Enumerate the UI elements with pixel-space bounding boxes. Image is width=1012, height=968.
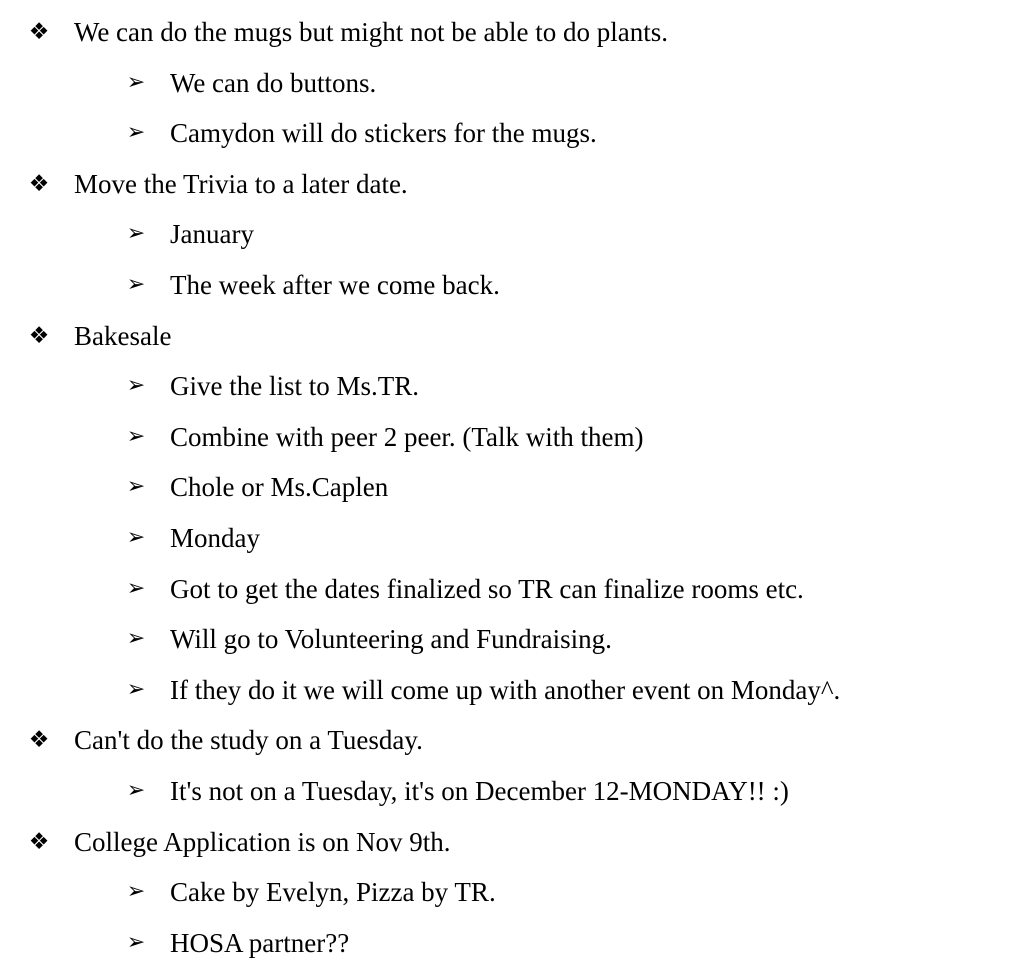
list-item-text: January — [170, 219, 254, 250]
arrowhead-icon: ➢ — [126, 575, 146, 601]
arrowhead-icon: ➢ — [126, 271, 146, 297]
arrowhead-icon: ➢ — [126, 373, 146, 399]
meeting-notes-list — [0, 7, 1012, 968]
list-item — [0, 918, 1012, 968]
list-item-text: College Application is on Nov 9th. — [74, 826, 451, 857]
list-item-text: Chole or Ms.Caplen — [170, 472, 389, 503]
list-item-text: Camydon will do stickers for the mugs. — [170, 118, 597, 149]
list-item — [0, 7, 1012, 58]
list-item-text: We can do the mugs but might not be able to do plants. — [74, 17, 668, 47]
arrowhead-icon: ➢ — [126, 120, 146, 146]
diamond-four-icon: ❖ — [28, 19, 50, 45]
list-item — [0, 209, 1012, 260]
list-item-text: Bakesale — [74, 320, 172, 351]
list-item — [0, 766, 1012, 817]
list-item — [0, 58, 1012, 109]
list-item — [0, 462, 1012, 513]
list-item — [0, 412, 1012, 463]
list-item — [0, 260, 1012, 311]
arrowhead-icon: ➢ — [126, 929, 146, 955]
diamond-four-icon: ❖ — [28, 322, 50, 349]
list-item-text: HOSA partner?? — [170, 927, 350, 958]
diamond-four-icon: ❖ — [28, 170, 50, 197]
list-item — [0, 817, 1012, 868]
arrowhead-icon: ➢ — [126, 474, 146, 500]
arrowhead-icon: ➢ — [126, 423, 146, 449]
list-item — [0, 867, 1012, 918]
list-item-text: Cake by Evelyn, Pizza by TR. — [170, 877, 496, 908]
list-item — [0, 665, 1012, 716]
list-item-text: Move the Trivia to a later date. — [74, 168, 408, 199]
arrowhead-icon: ➢ — [126, 221, 146, 247]
list-item — [0, 361, 1012, 412]
list-item-text: We can do buttons. — [170, 67, 377, 98]
list-item-text: Combine with peer 2 peer. (Talk with them) — [170, 421, 644, 452]
list-item-text: Got to get the dates finalized so TR can finalize rooms etc. — [170, 573, 804, 604]
list-item-text: It's not on a Tuesday, it's on December 12-MONDAY!! :) — [170, 775, 789, 806]
list-item — [0, 715, 1012, 766]
list-item-text: Give the list to Ms.TR. — [170, 371, 419, 402]
list-item — [0, 614, 1012, 665]
list-item — [0, 513, 1012, 564]
list-item-text: The week after we come back. — [170, 269, 500, 300]
arrowhead-icon: ➢ — [126, 879, 146, 905]
diamond-four-icon: ❖ — [28, 727, 50, 754]
list-item-text: Will go to Volunteering and Fundraising. — [170, 624, 612, 655]
list-item-text: If they do it we will come up with another event on Monday^. — [170, 674, 841, 705]
list-item — [0, 159, 1012, 210]
list-item-text: Monday — [170, 522, 260, 553]
arrowhead-icon: ➢ — [126, 676, 146, 702]
arrowhead-icon: ➢ — [126, 626, 146, 652]
list-item — [0, 311, 1012, 362]
list-item — [0, 108, 1012, 159]
arrowhead-icon: ➢ — [126, 777, 146, 803]
list-item — [0, 564, 1012, 615]
arrowhead-icon: ➢ — [126, 69, 146, 95]
diamond-four-icon: ❖ — [28, 828, 50, 855]
arrowhead-icon: ➢ — [126, 524, 146, 550]
list-item-text: Can't do the study on a Tuesday. — [74, 725, 423, 756]
